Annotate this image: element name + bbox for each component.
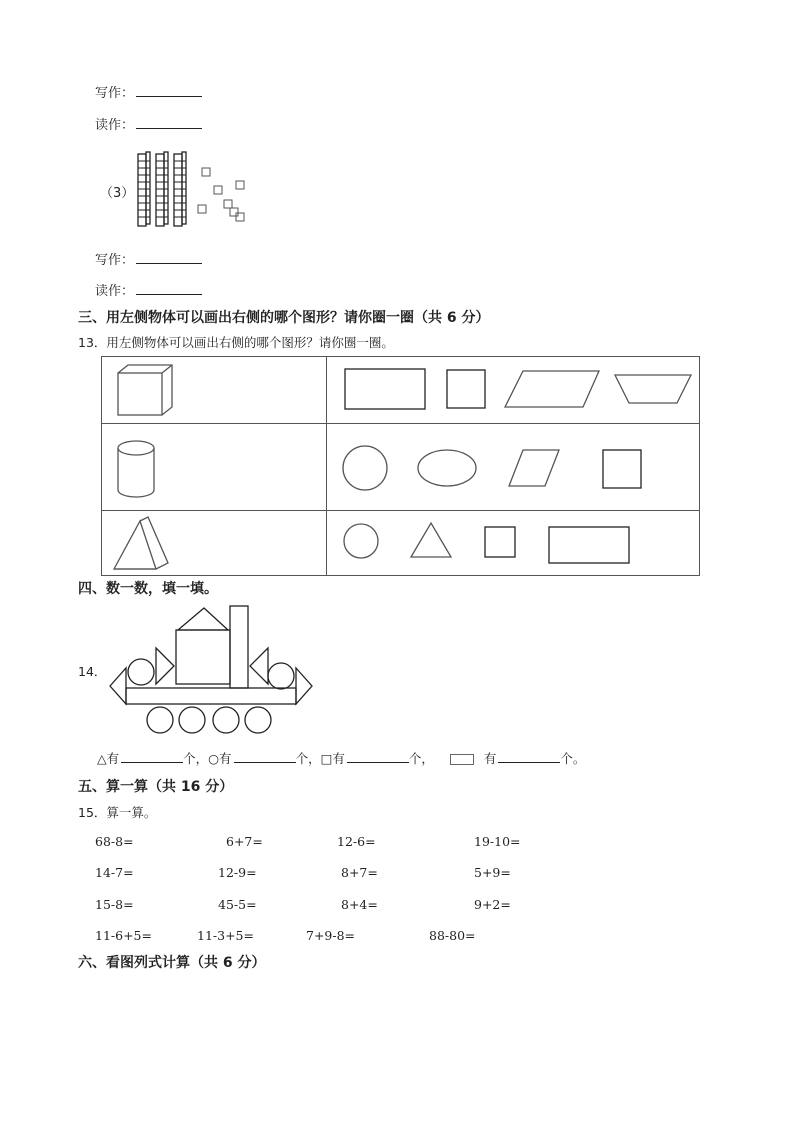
triangle-count-blank[interactable] xyxy=(121,750,183,763)
ellipse-option[interactable] xyxy=(418,450,476,486)
square-option[interactable] xyxy=(603,450,641,488)
rectangle-count-blank[interactable] xyxy=(498,750,560,763)
shape-vehicle-picture xyxy=(100,600,320,740)
object-cell-cube xyxy=(102,357,327,424)
rhombus-option[interactable] xyxy=(509,450,559,486)
calc-r1c2: 6+7= xyxy=(226,834,263,849)
circle-count-blank[interactable] xyxy=(234,750,296,763)
rectangle-option[interactable] xyxy=(345,369,425,409)
calc-r4c2: 11-3+5= xyxy=(197,928,254,943)
section-4-title: 四、数一数，填一填。 xyxy=(78,581,218,597)
rectangle-option[interactable] xyxy=(549,527,629,563)
calc-r4c1: 11-6+5= xyxy=(95,928,152,943)
object-cell-cylinder xyxy=(102,424,327,511)
read-blank-2[interactable] xyxy=(136,282,202,295)
calc-r3c1: 15-8= xyxy=(95,897,134,912)
square-option[interactable] xyxy=(447,370,485,408)
circle-option[interactable] xyxy=(343,446,387,490)
calc-r3c2: 45-5= xyxy=(218,897,257,912)
calc-r2c1: 14-7= xyxy=(95,865,134,880)
table-row xyxy=(102,424,700,511)
section-3-title: 三、用左侧物体可以画出右侧的哪个图形？请你圈一圈（共 6 分） xyxy=(78,310,490,326)
section-5-title: 五、算一算（共 16 分） xyxy=(78,779,234,795)
trapezoid-option[interactable] xyxy=(615,375,691,403)
write-blank-1[interactable] xyxy=(136,84,202,97)
read-blank-1[interactable] xyxy=(136,116,202,129)
calc-r1c1: 68-8= xyxy=(95,834,134,849)
write-line-1: 写作： xyxy=(95,82,202,101)
question-13: 13．用左侧物体可以画出右侧的哪个图形？请你圈一圈。 xyxy=(78,335,394,350)
question-14: 14． xyxy=(78,664,107,679)
write-blank-2[interactable] xyxy=(136,251,202,264)
triangular-prism-object xyxy=(102,511,326,575)
calc-r1c4: 19-10= xyxy=(474,834,521,849)
circle-option[interactable] xyxy=(344,524,378,558)
table-row xyxy=(102,511,700,576)
rectangle-icon xyxy=(450,754,474,765)
square-option[interactable] xyxy=(485,527,515,557)
cylinder-object xyxy=(102,424,326,510)
question-15: 15．算一算。 xyxy=(78,805,157,820)
calc-r3c3: 8+4= xyxy=(341,897,378,912)
object-cell-prism xyxy=(102,511,327,576)
options-cell-3 xyxy=(327,511,700,576)
calc-r2c3: 8+7= xyxy=(341,865,378,880)
section-6-title: 六、看图列式计算（共 6 分） xyxy=(78,955,266,971)
counting-blocks-image xyxy=(132,150,252,230)
item-3-label: （3） xyxy=(100,186,135,201)
read-line-2: 读作： xyxy=(95,280,202,299)
ten-rods xyxy=(138,152,186,226)
calc-r1c3: 12-6= xyxy=(337,834,376,849)
options-cell-2 xyxy=(327,424,700,511)
calc-r2c2: 12-9= xyxy=(218,865,257,880)
calc-r4c4: 88-80= xyxy=(429,928,476,943)
calc-r2c4: 5+9= xyxy=(474,865,511,880)
parallelogram-option[interactable] xyxy=(505,371,599,407)
options-cell-1 xyxy=(327,357,700,424)
calc-r4c3: 7+9-8= xyxy=(306,928,356,943)
write-line-2: 写作： xyxy=(95,249,202,268)
read-line-1: 读作： xyxy=(95,114,202,133)
table-row xyxy=(102,357,700,424)
cube-object xyxy=(102,357,326,423)
shape-matching-table xyxy=(101,356,700,576)
unit-cubes xyxy=(198,168,244,221)
triangle-option[interactable] xyxy=(411,523,451,557)
count-fill-line: △有 个，○有 个，□有 个， 有 个。 xyxy=(97,751,586,766)
calc-r3c4: 9+2= xyxy=(474,897,511,912)
square-count-blank[interactable] xyxy=(347,750,409,763)
